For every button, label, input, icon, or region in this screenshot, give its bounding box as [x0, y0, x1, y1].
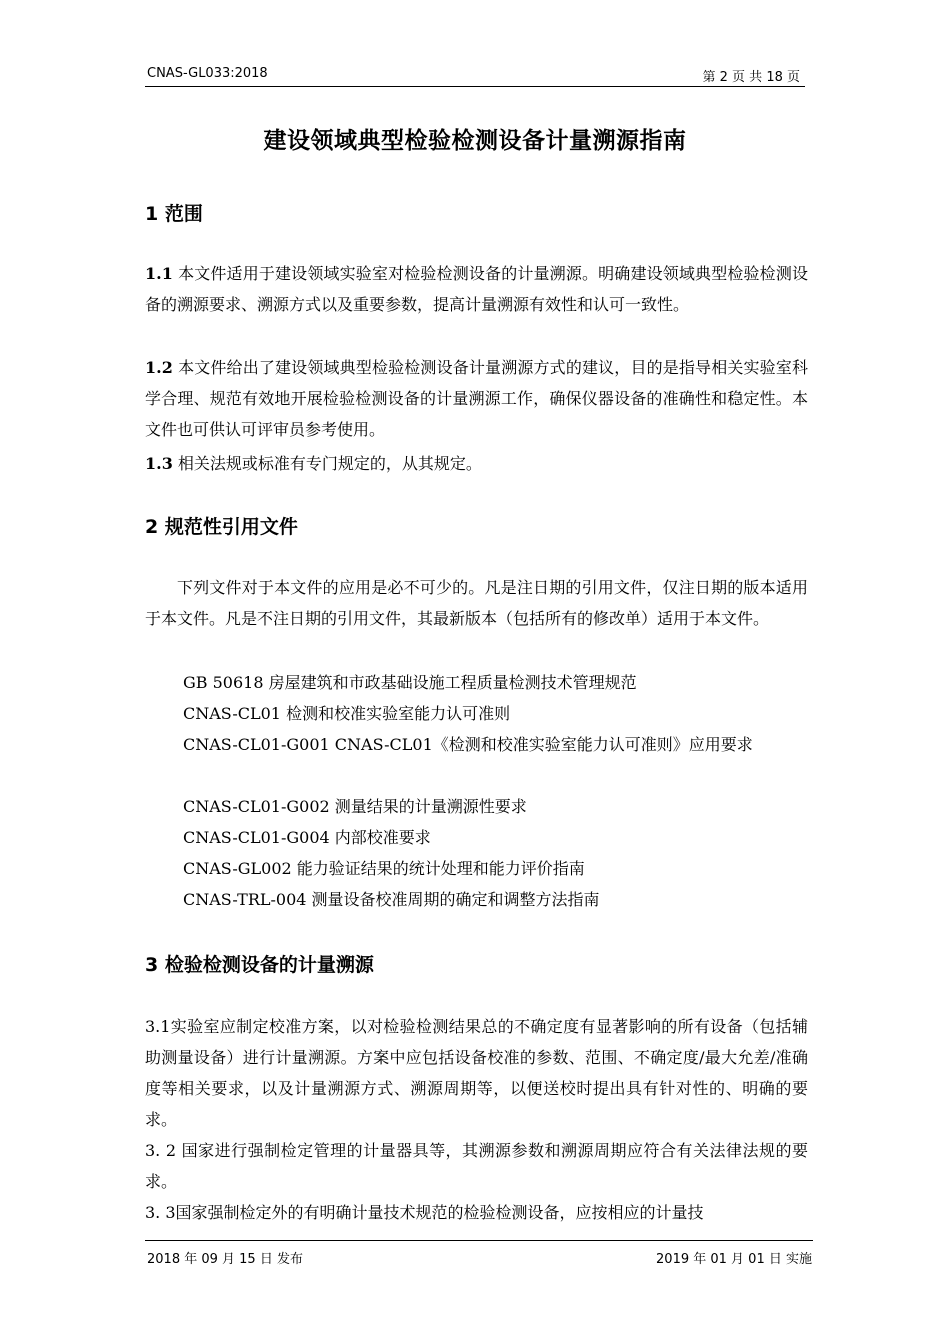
- section-1-heading: 1 范围: [145, 203, 203, 225]
- clause-number: 1.3: [145, 454, 173, 473]
- paragraph-3-1: 3.1实验室应制定校准方案，以对检验检测结果总的不确定度有显著影响的所有设备（包括辅助测量设备）进行计量溯源。方案中应包括设备校准的参数、范围、不确定度/最大允差/准确度等相关要求，以及计量溯源方式、溯源周期等，以便送校时提出具有针对性的、明确的要求。: [145, 1017, 808, 1129]
- paragraph-3-2: 3. 2 国家进行强制检定管理的计量器具等，其溯源参数和溯源周期应符合有关法律法规的要求。: [145, 1141, 808, 1191]
- clause-text: 相关法规或标准有专门规定的，从其规定。: [172, 454, 482, 473]
- clause-text: 本文件适用于建设领域实验室对检验检测设备的计量溯源。明确建设领域典型检验检测设备的溯源要求、溯源方式以及重要参数，提高计量溯源有效性和认可一致性。: [145, 264, 808, 314]
- paragraph-3-3: 3. 3国家强制检定外的有明确计量技术规范的检验检测设备，应按相应的计量技: [145, 1203, 704, 1222]
- clause-number: 1.2: [145, 358, 173, 377]
- header-page-info: 第 2 页 共 18 页: [702, 70, 800, 85]
- reference-item: CNAS-CL01-G002 测量结果的计量溯源性要求: [183, 797, 527, 816]
- paragraph-1-3: [145, 448, 808, 479]
- section-2-heading: 2 规范性引用文件: [145, 516, 298, 538]
- paragraph-1-2: [145, 352, 808, 445]
- document-title: 建设领域典型检验检测设备计量溯源指南: [263, 127, 687, 154]
- paragraph-1-1: [145, 258, 808, 320]
- footer-issue-date: 2018 年 09 月 15 日 发布: [147, 1252, 303, 1267]
- section-3-heading: 3 检验检测设备的计量溯源: [145, 954, 374, 976]
- reference-item: CNAS-TRL-004 测量设备校准周期的确定和调整方法指南: [183, 890, 600, 909]
- section-2-intro: 下列文件对于本文件的应用是必不可少的。凡是注日期的引用文件，仅注日期的版本适用于本文件。凡是不注日期的引用文件，其最新版本（包括所有的修改单）适用于本文件。: [145, 578, 808, 628]
- reference-item: CNAS-GL002 能力验证结果的统计处理和能力评价指南: [183, 859, 585, 878]
- header-doc-code: CNAS-GL033:2018: [147, 66, 268, 81]
- reference-item: GB 50618 房屋建筑和市政基础设施工程质量检测技术管理规范: [183, 673, 637, 692]
- reference-item: CNAS-CL01 检测和校准实验室能力认可准则: [183, 704, 511, 723]
- header-divider: [145, 86, 805, 87]
- clause-text: 本文件给出了建设领域典型检验检测设备计量溯源方式的建议，目的是指导相关实验室科学合理、规范有效地开展检验检测设备的计量溯源工作，确保仪器设备的准确性和稳定性。本文件也可供认可评审员参考使用。: [145, 358, 808, 439]
- reference-item: CNAS-CL01-G001 CNAS-CL01《检测和校准实验室能力认可准则》应用要求: [183, 735, 753, 754]
- footer-effective-date: 2019 年 01 月 01 日 实施: [656, 1252, 812, 1267]
- clause-number: 1.1: [145, 264, 173, 283]
- reference-item: CNAS-CL01-G004 内部校准要求: [183, 828, 431, 847]
- footer-divider: [145, 1240, 813, 1241]
